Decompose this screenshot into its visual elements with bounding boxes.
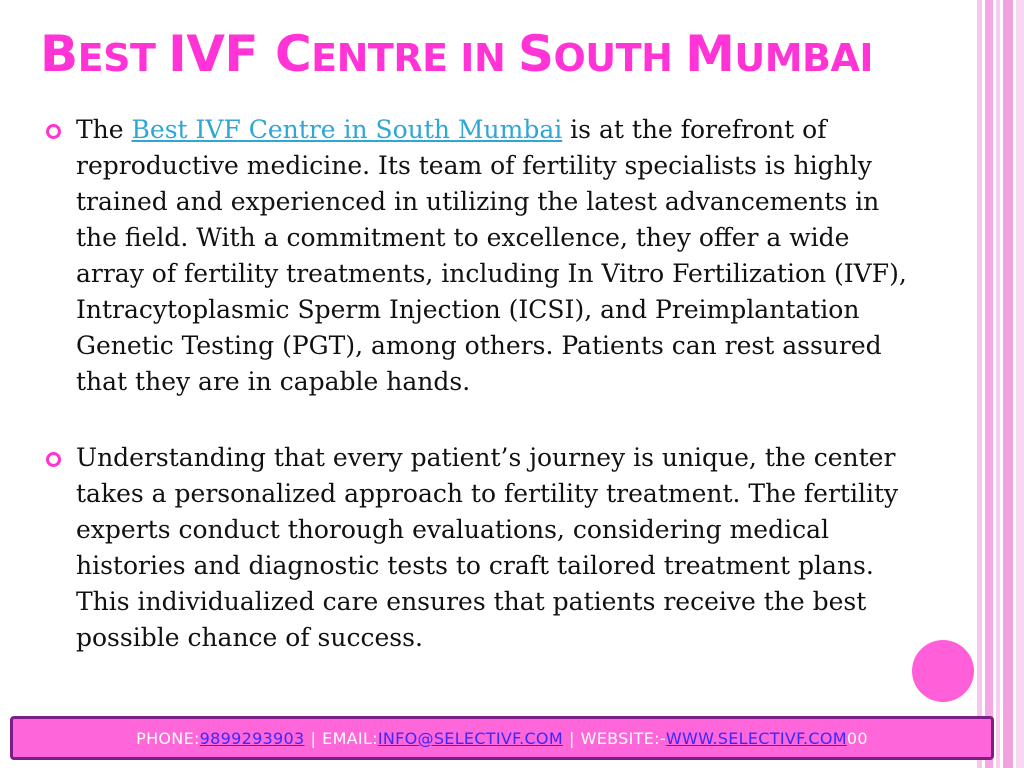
decorative-stripe: [1016, 0, 1024, 768]
title-initial: M: [685, 25, 735, 83]
bullet-dot-icon: [46, 452, 61, 467]
bullet-dot-icon: [46, 124, 61, 139]
title-initial: IVF C: [168, 25, 312, 83]
decorative-stripe: [996, 0, 1000, 768]
title-word: ENTRE IN: [311, 36, 518, 80]
phone-link[interactable]: 9899293903: [199, 728, 305, 748]
footer-trailing-text: 00: [846, 728, 868, 748]
website-label: WEBSITE:-: [580, 728, 666, 748]
title-word: EST: [77, 36, 169, 80]
bullet-text: Understanding that every patient’s journey is unique, the center takes a personalized approach to fertility treatment. The fertility experts conduct thorough evaluations, considering medical histories and diagnostic tests to craft tailored treatment plans. This individualized care ensures that patients receive the best possible chance of success.: [76, 443, 899, 652]
bullet-text: The: [76, 115, 132, 144]
decorative-stripe: [977, 0, 982, 768]
website-link[interactable]: WWW.SELECTIVF.COM: [665, 728, 847, 748]
decorative-stripe: [985, 0, 993, 768]
title-word: OUTH: [553, 36, 686, 80]
contact-footer: [10, 716, 994, 760]
footer-separator: |: [310, 728, 317, 748]
email-label: EMAIL:: [322, 728, 378, 748]
bullet-item: [42, 112, 922, 400]
phone-label: PHONE:: [136, 728, 200, 748]
bullet-list: [42, 112, 922, 656]
email-link[interactable]: INFO@SELECTIVF.COM: [377, 728, 563, 748]
bullet-item: [42, 440, 922, 656]
centre-link[interactable]: Best IVF Centre in South Mumbai: [131, 115, 563, 144]
decorative-stripe: [1003, 0, 1013, 768]
bullet-text: is at the forefront of reproductive medicine. Its team of fertility specialists is highly trained and experienced in utilizing the latest advancements in the field. With a commitment to excellence, they offer a wide array of fertility treatments, including In Vitro Fertilization (IVF), Intracytoplasmic Sperm Injection (ICSI), and Preimplantation Genetic Testing (PGT), among others. Patients can rest assured that they are in capable hands.: [76, 115, 907, 396]
footer-separator: |: [568, 728, 575, 748]
slide-title: [40, 22, 970, 90]
title-word: UMBAI: [734, 36, 874, 80]
title-initial: S: [517, 25, 554, 83]
title-initial: B: [40, 25, 78, 83]
